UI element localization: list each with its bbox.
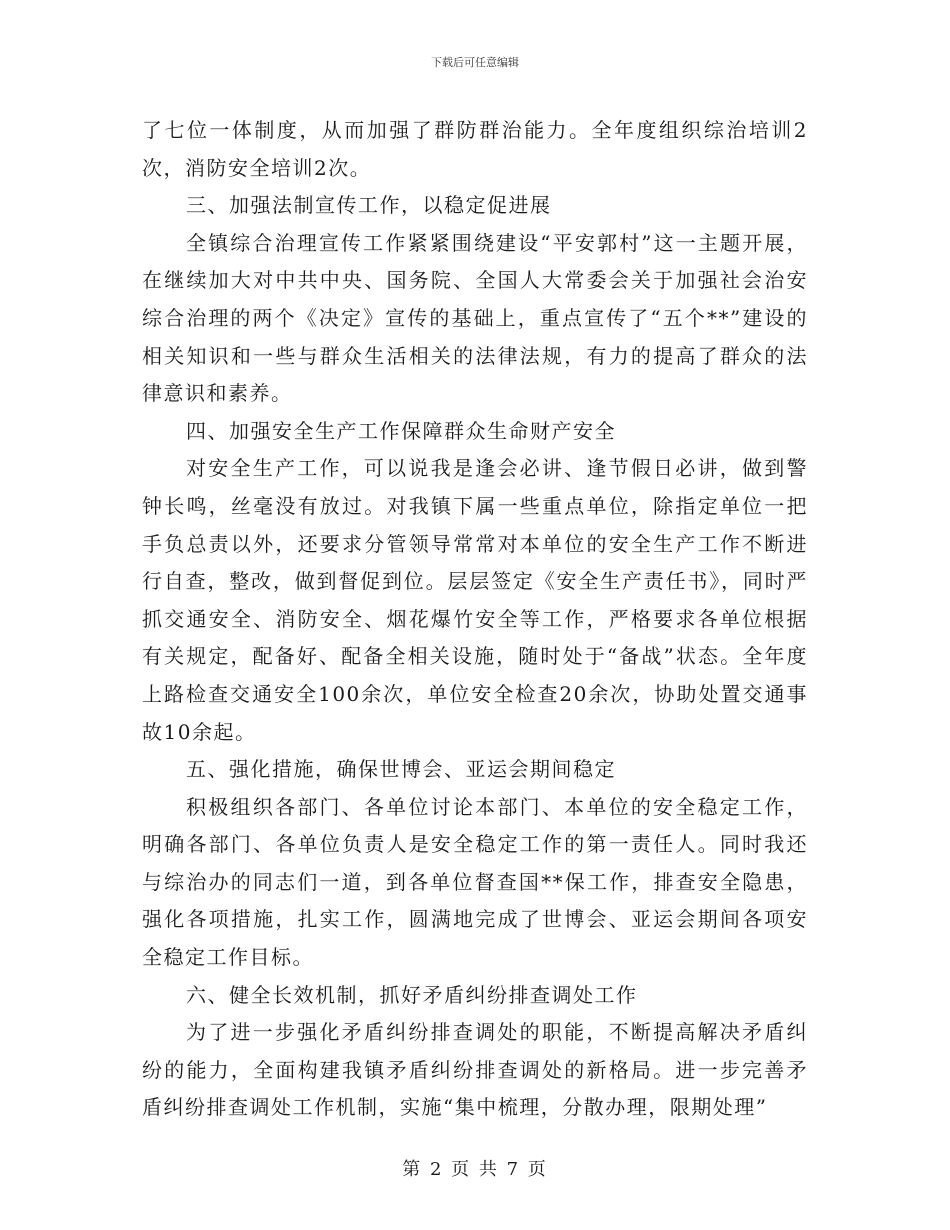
document-body: [142, 112, 808, 1127]
paragraph-production-safety: 对安全生产工作，可以说我是逢会必讲、逢节假日必讲，做到警钟长鸣，丝毫没有放过。对我镇下属一些重点单位，除指定单位一把手负总责以外，还要求分管领导常常对本单位的安全生产工作不断进行自查，整改，做到督促到位。层层签定《安全生产责任书》，同时严抓交通安全、消防安全、烟花爆竹安全等工作，严格要求各单位根据有关规定，配备好、配备全相关设施，随时处于“备战”状态。全年度上路检查交通安全100余次，单位安全检查20余次，协助处置交通事故10余起。: [142, 456, 808, 744]
section-heading-5: 五、强化措施，确保世博会、亚运会期间稳定: [186, 757, 616, 782]
section-heading-6: 六、健全长效机制，抓好矛盾纠纷排查调处工作: [186, 982, 638, 1007]
paragraph-dispute-mechanism: 为了进一步强化矛盾纠纷排查调处的职能，不断提高解决矛盾纠纷的能力，全面构建我镇矛盾纠纷排查调处的新格局。进一步完善矛盾纠纷排查调处工作机制，实施“集中梳理，分散办理，限期处理”: [142, 1020, 808, 1120]
section-heading-3: 三、加强法制宣传工作，以稳定促进展: [186, 193, 552, 218]
paragraph-legal-publicity: 全镇综合治理宣传工作紧紧围绕建设“平安郭村”这一主题开展，在继续加大对中共中央、国务院、全国人大常委会关于加强社会治安综合治理的两个《决定》宣传的基础上，重点宣传了“五个**”建设的相关知识和一些与群众生活相关的法律法规，有力的提高了群众的法律意识和素养。: [142, 230, 808, 406]
section-heading-4: 四、加强安全生产工作保障群众生命财产安全: [186, 418, 616, 443]
paragraph-continuation: 了七位一体制度，从而加强了群防群治能力。全年度组织综治培训2次，消防安全培训2次。: [142, 118, 808, 180]
page-header: 下载后可任意编辑: [431, 56, 519, 69]
paragraph-stability-measures: 积极组织各部门、各单位讨论本部门、本单位的安全稳定工作，明确各部门、各单位负责人是安全稳定工作的第一责任人。同时我还与综治办的同志们一道，到各单位督查国**保工作，排查安全隐患，强化各项措施，扎实工作，圆满地完成了世博会、亚运会期间各项安全稳定工作目标。: [142, 794, 808, 970]
page-footer: 第 2 页 共 7 页: [402, 1159, 548, 1180]
